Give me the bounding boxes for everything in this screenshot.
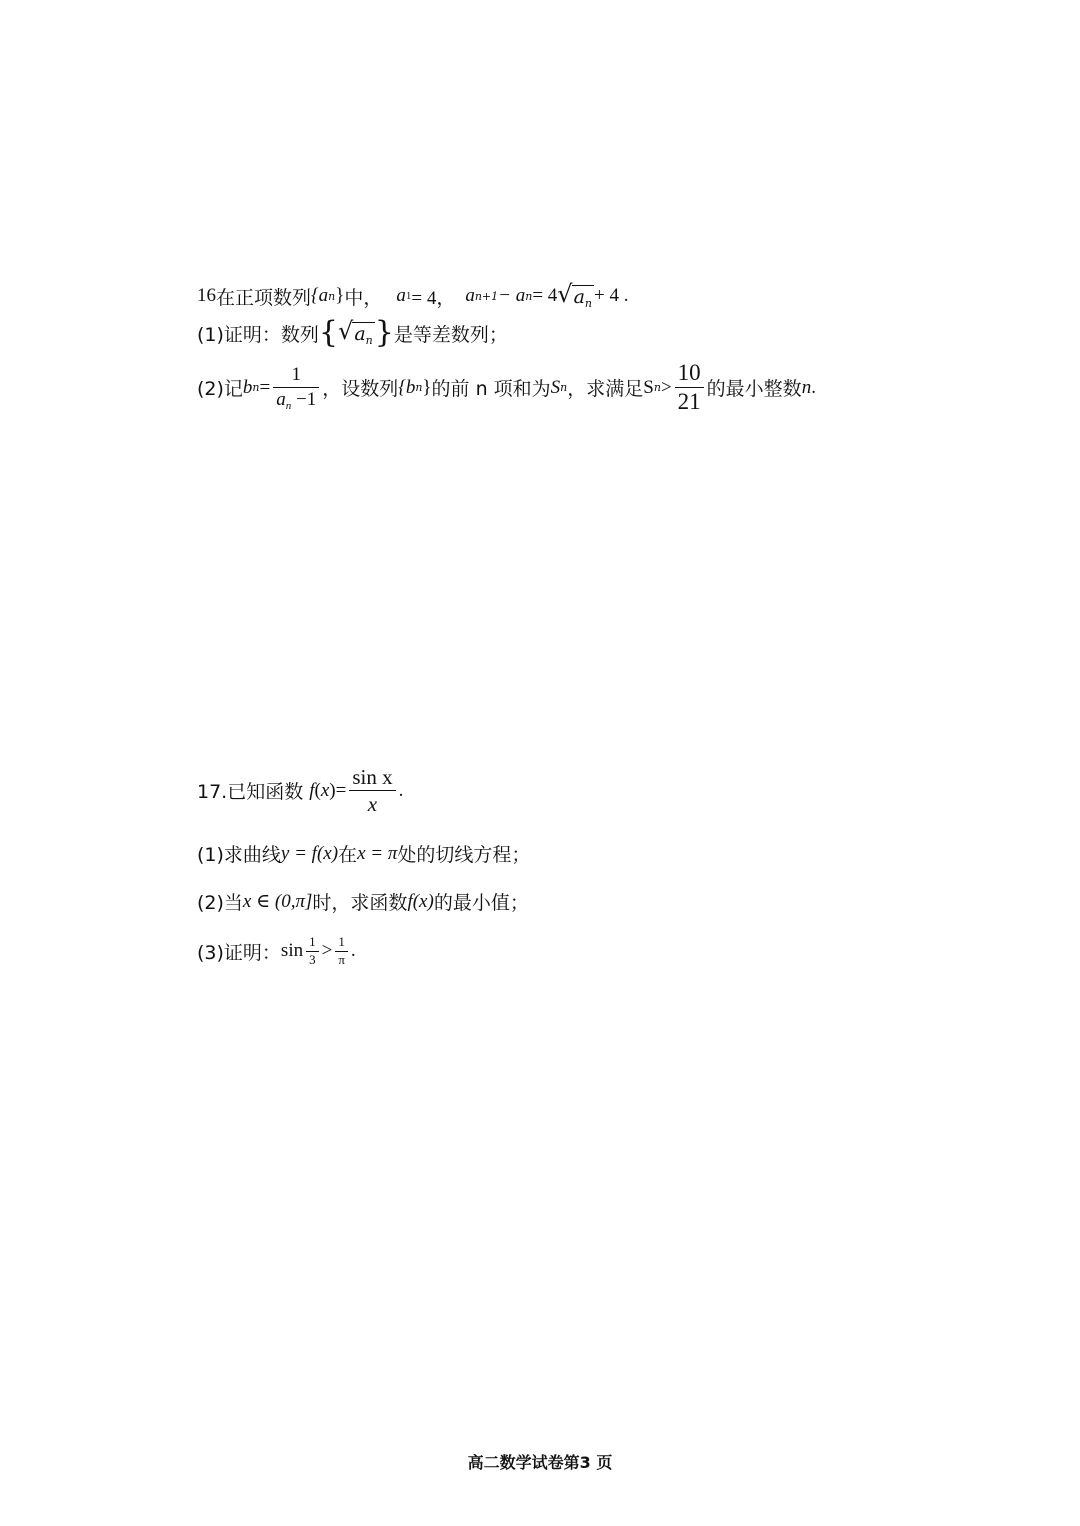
q16-part2-S-sub: n (560, 381, 568, 395)
q16-seq-close: } (335, 285, 345, 306)
q17-part2 (197, 888, 529, 915)
q16-cond2-end: + 4 . (594, 285, 629, 306)
q16-part1-label: (1)证明：数列 (197, 323, 319, 346)
q17-part3-sin: sin (280, 940, 304, 962)
q17-part1-mid: 在 (338, 844, 358, 866)
q17-part2-mid: 时，求函数 (312, 892, 408, 914)
q17-part3-gt: > (321, 940, 333, 962)
page-footer: 高二数学试卷第3 页 (467, 1453, 613, 1472)
q17-part3-frac2-num: 1 (338, 934, 345, 949)
q16-part2-text1: ，设数列 (322, 378, 399, 401)
q16-part2-seq-sub: n (415, 381, 423, 395)
q16-part2-b-sub: n (252, 381, 260, 395)
q16-cond1-sub: 1 (405, 290, 412, 302)
q16-stem-text-1: 在正项数列 (216, 286, 312, 309)
q17-part3-label: (3)证明： (197, 941, 281, 964)
q16-part2-S: S (550, 376, 561, 398)
q16-part2-end: . (811, 376, 816, 398)
q17-eq: = (335, 779, 347, 801)
q16-stem-text-2: 中， (344, 286, 383, 309)
q16-part2-text3: ，求满足 (567, 378, 644, 401)
q17-part2-cond: x ∈ (0,π] (242, 891, 313, 912)
q17-part3-frac1-num: 1 (309, 934, 316, 949)
q17-stem: 17.已知函数 f ( x ) = $\frac{\text{sin x}}{x}$ . (197, 765, 404, 817)
q17-part3-frac1-den: 3 (309, 951, 316, 967)
q17-end: . (398, 779, 404, 801)
q16-cond1-a: a (396, 285, 406, 306)
q16-cond2-sub2: n (525, 289, 533, 303)
q16-part2-b: b (242, 376, 253, 398)
q16-part2-frac-num: 1 (291, 363, 301, 385)
q16-part2-text2: 的前 n 项和为 (431, 378, 551, 401)
q16-seq-open: {a (311, 285, 329, 306)
q16-part1-brace-open: { (318, 315, 339, 350)
q16-part2-n: n (801, 376, 812, 398)
q17-frac-num: sin x (352, 765, 393, 789)
q16-cond2-a: a (465, 285, 475, 306)
q16-part1-brace-close: } (374, 315, 394, 350)
q16-part1-end: 是等差数列； (393, 323, 508, 346)
q16-part2-eq: = (259, 376, 271, 398)
q16-part2-frac-den-rest: −1 (291, 388, 317, 410)
q16-cond1-rest: = 4， (411, 287, 456, 309)
q17-part2-label: (2)当 (197, 892, 243, 914)
q17-part3-frac2 (335, 935, 348, 968)
q17-part1 (197, 840, 530, 867)
q16-part1 (197, 315, 508, 350)
q16-cond2-mid: − a (498, 285, 526, 306)
q17-part1-label: (1)求曲线 (197, 844, 281, 866)
q17-f: f (309, 779, 315, 801)
q17-part2-f: f(x) (407, 890, 434, 912)
q16-part2-S2: S (643, 376, 654, 398)
q16-part2-frac-den-a: a (276, 388, 286, 410)
q17-frac-den: x (367, 792, 378, 817)
q16-part2-seq: {b (398, 376, 416, 398)
q17-part3 (197, 935, 356, 968)
q16-seq-sub: n (328, 289, 336, 303)
q16-part2-fraction2 (675, 360, 704, 416)
q16-part2-text4: 的最小整数 (706, 378, 802, 401)
q16-number: 16 (197, 285, 216, 306)
q17-label: 17.已知函数 (197, 781, 304, 804)
q17-part3-end: . (350, 940, 356, 962)
q16-part1-sqrt: √ $a_n$ (338, 317, 373, 347)
q16-stem (197, 282, 628, 310)
q17-fraction (349, 765, 395, 816)
q16-part2-frac2-den: 21 (677, 389, 701, 415)
q17-part3-frac2-den: π (338, 951, 345, 967)
q16-cond2-sub1: n+1 (474, 289, 499, 303)
q16-cond2-eq: = 4 (532, 285, 558, 306)
q17-part3-frac1 (306, 935, 319, 968)
q17-part2-end: 的最小值； (433, 892, 529, 914)
q16-part2 (197, 360, 816, 416)
q17-part1-eq: y = f(x) (280, 842, 339, 864)
q16-part2-S2-sub: n (653, 381, 661, 395)
q16-part2-frac2-num: 10 (677, 360, 701, 385)
q16-part2-gt: > (660, 376, 672, 398)
q17-part1-end: 处的切线方程； (397, 844, 531, 866)
q17-part1-x: x = π (357, 842, 398, 864)
q16-part2-fraction: $\frac{1}{a_n -1}$ (273, 364, 319, 412)
q16-part2-label: (2)记 (197, 378, 243, 401)
q17-x: x (320, 779, 330, 801)
q16-part2-seq-close: } (422, 376, 432, 398)
q16-cond2-sqrt: √ $a_n$ (557, 280, 592, 310)
